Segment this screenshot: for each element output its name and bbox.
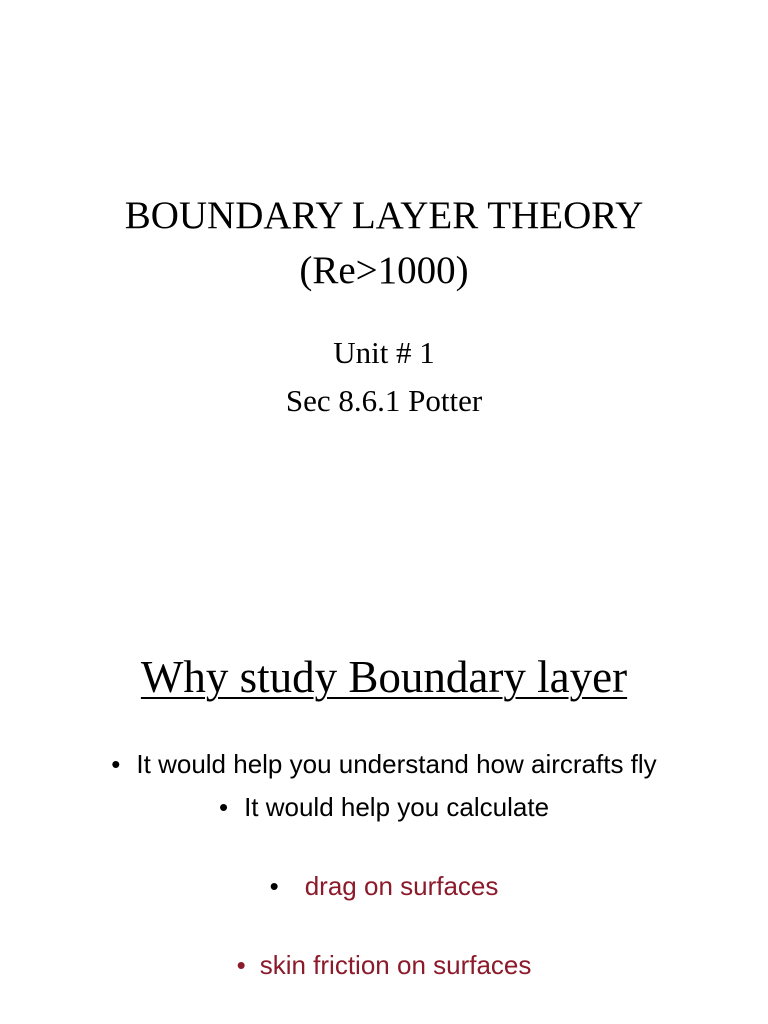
section-heading (0, 650, 768, 704)
section-heading-text: Why study Boundary layer (140, 652, 628, 702)
bullet-icon: • (236, 950, 246, 980)
unit-label: Unit # 1 (333, 335, 435, 370)
section-reference: Sec 8.6.1 Potter (285, 383, 483, 418)
bullet-text: drag on surfaces (304, 871, 499, 901)
bullet-icon: • (269, 871, 279, 901)
title-line-1: BOUNDARY LAYER THEORY (124, 194, 644, 237)
bullet-icon: • (218, 792, 229, 822)
bullet-icon: • (111, 749, 121, 779)
bullet-item (0, 949, 768, 981)
bullet-text: It would help you calculate (244, 792, 550, 822)
title-line-2: (Re>1000) (299, 249, 469, 292)
bullet-item (0, 791, 768, 823)
bullet-item (0, 870, 768, 902)
bullet-item (0, 748, 768, 780)
bullet-text: skin friction on surfaces (259, 950, 532, 980)
bullet-text: It would help you understand how aircrafts fly (136, 749, 657, 779)
